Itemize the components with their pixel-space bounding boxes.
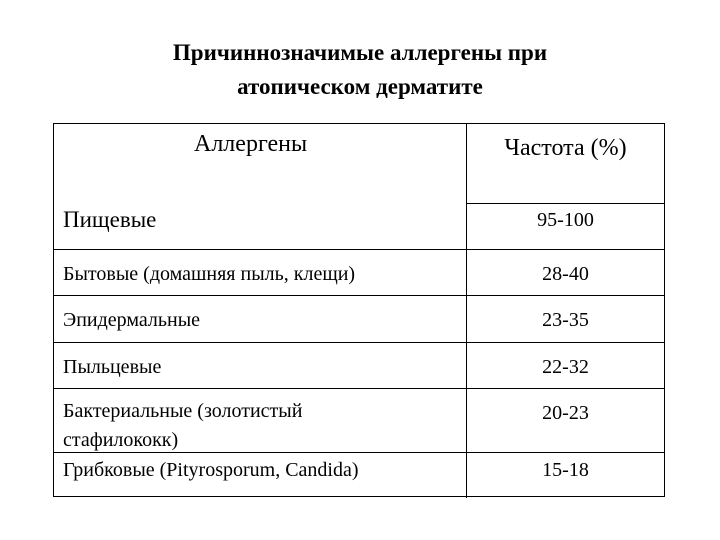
allergen-cell: [54, 389, 467, 452]
frequency-cell: [467, 204, 664, 249]
frequency-value: 22-32: [542, 356, 589, 378]
table-header-row: [54, 124, 664, 249]
frequency-value: 23-35: [542, 309, 589, 331]
allergen-label: Бытовые (домашняя пыль, клещи): [63, 263, 356, 285]
allergen-cell: Пищевые: [63, 207, 157, 232]
allergens-table: [53, 123, 665, 497]
title-line-1: Причиннозначимые аллергены при: [172, 40, 548, 65]
frequency-cell: [467, 453, 664, 498]
allergen-label: Эпидермальные: [63, 309, 201, 331]
frequency-value: 15-18: [542, 459, 589, 481]
header-cell-frequency: [467, 124, 664, 204]
allergen-label: Грибковые (Pityrosporum, Candida): [63, 459, 359, 481]
frequency-value: 95-100: [537, 209, 594, 231]
allergen-label: Пыльцевые: [63, 356, 162, 378]
page-title: [0, 36, 720, 104]
allergen-cell: [54, 296, 467, 342]
allergen-label: Бактериальные (золотистый стафилококк): [63, 400, 303, 451]
header-cell-allergens: [54, 124, 467, 249]
frequency-value: 20-23: [542, 402, 589, 424]
frequency-cell: [467, 296, 664, 342]
table-row: [54, 388, 664, 452]
frequency-value: 28-40: [542, 263, 589, 285]
frequency-cell: [467, 250, 664, 295]
allergen-cell: [54, 453, 467, 498]
title-line-2: атопическом дерматите: [237, 74, 483, 99]
column-header-allergens: Аллергены: [194, 131, 308, 157]
column-header-frequency: Частота (%): [504, 135, 627, 161]
table-row: [54, 452, 664, 498]
allergen-cell: [54, 250, 467, 295]
frequency-cell: [467, 389, 664, 452]
allergen-cell: [54, 343, 467, 388]
frequency-cell: [467, 343, 664, 388]
table-row: [54, 342, 664, 388]
table-row: [54, 249, 664, 295]
table-row: [54, 295, 664, 342]
